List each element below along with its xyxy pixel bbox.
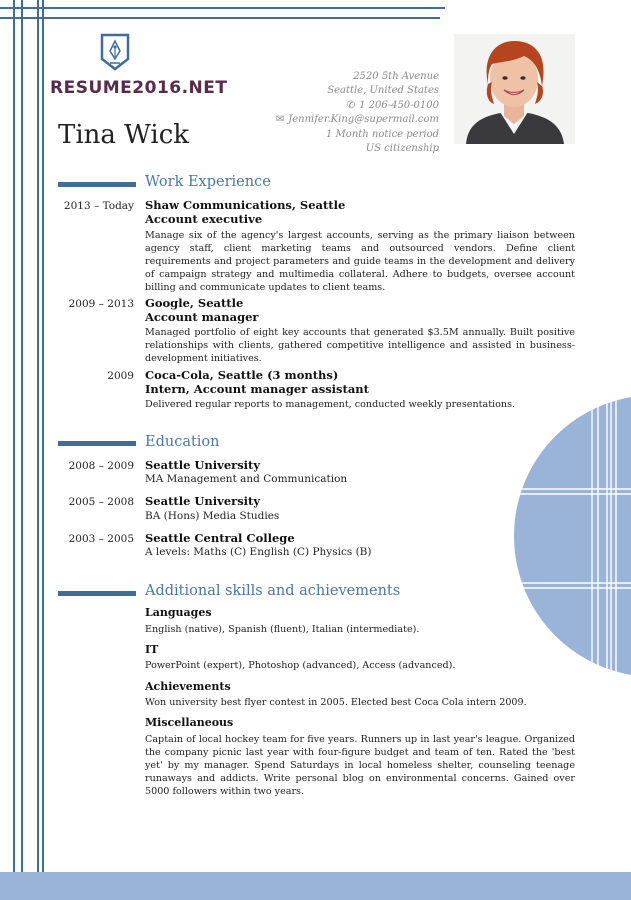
skill-text: Won university best flyer contest in 2005. Elected best Coca Cola intern 2009.: [145, 697, 527, 708]
skill-text: PowerPoint (expert), Photoshop (advanced), Access (advanced).: [145, 660, 456, 671]
work-role: Account manager: [145, 310, 259, 324]
skills-section-title: Additional skills and achievements: [145, 583, 401, 599]
work-org: Google, Seattle: [145, 296, 244, 310]
education-school: Seattle University: [145, 458, 261, 472]
education-detail: BA (Hons) Media Studies: [145, 510, 280, 522]
phone-number: 1 206-450-0100: [359, 99, 439, 111]
skill-heading: Languages: [145, 606, 212, 619]
decorative-half-circle: [514, 395, 631, 677]
education-date: 2005 – 2008: [68, 496, 134, 508]
skill-heading: Achievements: [145, 680, 231, 693]
left-border-line-2: [21, 0, 23, 900]
education-section-bar: [58, 441, 136, 446]
address-line-1: 2520 5th Avenue: [353, 71, 439, 82]
phone-line: [276, 99, 439, 113]
skills-section-bar: [58, 591, 136, 596]
work-org: Coca-Cola, Seattle (3 months): [145, 368, 339, 382]
work-date: 2009 – 2013: [68, 298, 134, 310]
work-date: 2013 – Today: [63, 200, 134, 212]
skill-heading: IT: [145, 643, 159, 656]
education-detail: MA Management and Communication: [145, 473, 348, 485]
work-description: Manage six of the agency's largest accounts, serving as the primary liaison between agency staff, client marketing teams and outsourced vendors. Define client requirements and project parameters and guide teams in the development and delivery of campaign strategy and multimedia collateral. Adhere to budgets, oversee account billing and communicate updates to client teams.: [145, 230, 575, 293]
work-description: Delivered regular reports to management, conducted weekly presentations.: [145, 399, 516, 410]
phone-icon: ✆: [346, 99, 356, 111]
skill-text: Captain of local hockey team for five years. Runners up in last year's league. Organized the company picnic last year with four-figure budget and team of ten. Rated the 'best yet' by my manager. Spend Saturdays in local homeless shelter, counseling teenage runaways and addicts. Write personal blog on environmental concerns. Gained over 5000 followers within two years.: [145, 734, 575, 797]
left-border-line-3: [37, 0, 39, 900]
logo-text: RESUME2016.NET: [50, 78, 228, 98]
top-rule-2: [0, 17, 440, 19]
skill-text: English (native), Spanish (fluent), Italian (intermediate).: [145, 624, 420, 635]
work-date: 2009: [107, 370, 134, 382]
envelope-icon: ✉: [275, 114, 285, 126]
email-address: Jennifer.King@supermail.com: [288, 114, 439, 126]
citizenship: US citizenship: [365, 143, 439, 155]
left-border-line-1: [13, 0, 15, 900]
work-role: Account executive: [145, 212, 263, 226]
top-rule-1: [0, 7, 445, 9]
footer-band: [0, 872, 631, 900]
work-org: Shaw Communications, Seattle: [145, 198, 346, 212]
education-school: Seattle University: [145, 494, 261, 508]
profile-photo: [454, 34, 575, 144]
email-line: [276, 113, 439, 127]
pen-nib-icon: [100, 33, 130, 71]
education-section-title: Education: [145, 434, 220, 450]
left-border-line-4: [42, 0, 44, 900]
candidate-name: Tina Wick: [58, 120, 190, 150]
education-date: 2003 – 2005: [68, 533, 134, 545]
education-date: 2008 – 2009: [68, 460, 134, 472]
work-section-title: Work Experience: [145, 174, 271, 190]
work-section-bar: [58, 182, 136, 187]
address-line-2: Seattle, United States: [327, 85, 439, 97]
work-description: Managed portfolio of eight key accounts that generated $3.5M annually. Built positive relationships with clients, gathered competitive intelligence and assisted in business-development initiatives.: [145, 327, 575, 364]
notice-period: 1 Month notice period: [326, 128, 439, 140]
work-role: Intern, Account manager assistant: [145, 382, 369, 396]
education-school: Seattle Central College: [145, 531, 295, 545]
skill-heading: Miscellaneous: [145, 716, 234, 729]
education-detail: A levels: Maths (C) English (C) Physics (B): [145, 546, 372, 558]
contact-block: [276, 70, 439, 156]
